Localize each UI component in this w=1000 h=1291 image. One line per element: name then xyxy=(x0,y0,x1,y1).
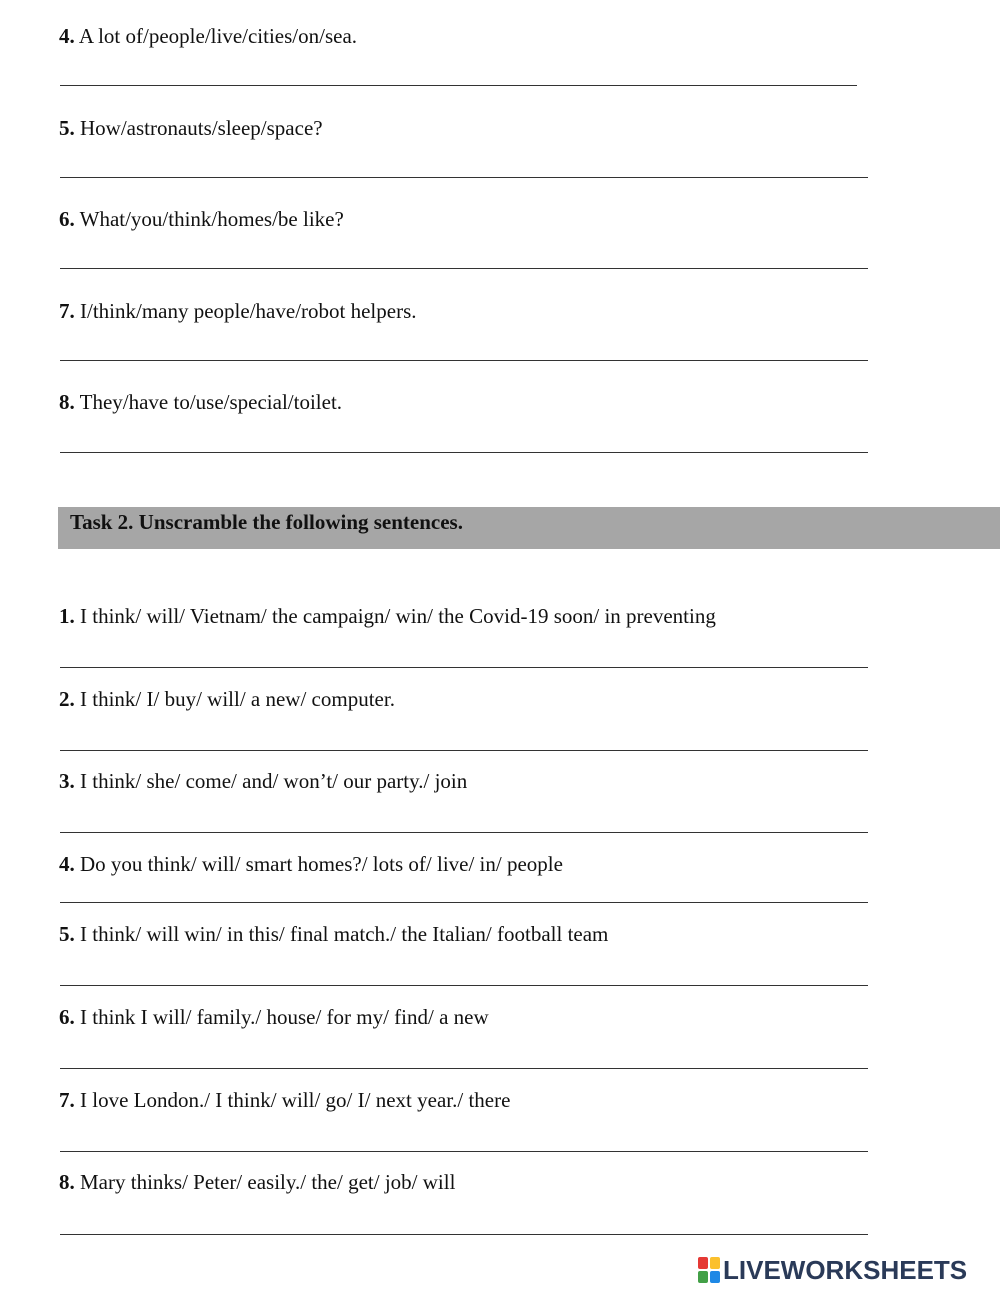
task2-title: Task 2. Unscramble the following sentences. xyxy=(70,510,463,534)
item-number: 4. xyxy=(59,852,75,876)
task2-item-4 xyxy=(59,852,563,876)
answer-line[interactable] xyxy=(60,750,868,751)
item-text: I think I will/ family./ house/ for my/ find/ a new xyxy=(74,1005,489,1029)
task2-item-2 xyxy=(59,687,395,711)
answer-line[interactable] xyxy=(60,832,868,833)
item-number: 4. xyxy=(59,24,75,48)
answer-line[interactable] xyxy=(60,85,857,86)
item-text: Mary thinks/ Peter/ easily./ the/ get/ job/ will xyxy=(74,1170,456,1194)
answer-line[interactable] xyxy=(60,985,868,986)
task2-header xyxy=(58,507,1000,549)
item-text: Do you think/ will/ smart homes?/ lots of/ live/ in/ people xyxy=(74,852,563,876)
answer-line[interactable] xyxy=(60,1234,868,1235)
item-number: 5. xyxy=(59,922,75,946)
answer-line[interactable] xyxy=(60,268,868,269)
item-number: 7. xyxy=(59,1088,75,1112)
item-number: 7. xyxy=(59,299,75,323)
answer-line[interactable] xyxy=(60,667,868,668)
item-number: 6. xyxy=(59,207,75,231)
item-text: I/think/many people/have/robot helpers. xyxy=(74,299,417,323)
task2-item-5 xyxy=(59,922,608,946)
item-text: I think/ she/ come/ and/ won’t/ our party./ join xyxy=(74,769,468,793)
logo-mark-icon xyxy=(698,1257,720,1283)
item-number: 6. xyxy=(59,1005,75,1029)
item-text: I think/ will win/ in this/ final match./ the Italian/ football team xyxy=(74,922,609,946)
task2-item-1 xyxy=(59,604,716,628)
item-text: How/astronauts/sleep/space? xyxy=(74,116,323,140)
logo-text: LIVEWORKSHEETS xyxy=(723,1254,968,1285)
item-text: What/you/think/homes/be like? xyxy=(74,207,344,231)
item-number: 5. xyxy=(59,116,75,140)
answer-line[interactable] xyxy=(60,452,868,453)
task2-item-8 xyxy=(59,1170,455,1194)
item-text: They/have to/use/special/toilet. xyxy=(74,390,343,414)
answer-line[interactable] xyxy=(60,177,868,178)
task2-item-7 xyxy=(59,1088,510,1112)
answer-line[interactable] xyxy=(60,902,868,903)
answer-line[interactable] xyxy=(60,1151,868,1152)
task1-item-4 xyxy=(59,24,357,48)
item-text: I think/ I/ buy/ will/ a new/ computer. xyxy=(74,687,395,711)
item-text: I love London./ I think/ will/ go/ I/ next year./ there xyxy=(74,1088,511,1112)
item-text: A lot of/people/live/cities/on/sea. xyxy=(74,24,358,48)
item-number: 8. xyxy=(59,1170,75,1194)
answer-line[interactable] xyxy=(60,360,868,361)
item-number: 2. xyxy=(59,687,75,711)
task1-item-5 xyxy=(59,116,323,140)
task2-item-3 xyxy=(59,769,467,793)
task1-item-7 xyxy=(59,299,417,323)
task1-item-6 xyxy=(59,207,344,231)
task1-item-8 xyxy=(59,390,342,414)
item-text: I think/ will/ Vietnam/ the campaign/ win/ the Covid-19 soon/ in preventing xyxy=(74,604,716,628)
task2-item-6 xyxy=(59,1005,489,1029)
item-number: 1. xyxy=(59,604,75,628)
item-number: 3. xyxy=(59,769,75,793)
answer-line[interactable] xyxy=(60,1068,868,1069)
liveworksheets-logo xyxy=(698,1255,967,1285)
item-number: 8. xyxy=(59,390,75,414)
